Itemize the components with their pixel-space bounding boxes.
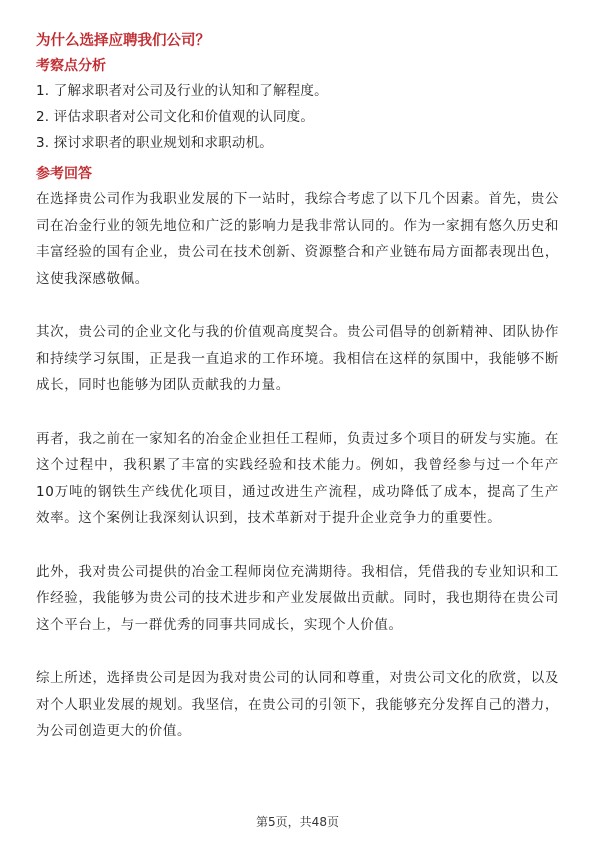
answer-paragraph: 此外，我对贵公司提供的冶金工程师岗位充满期待。我相信，凭借我的专业知识和工作经验，我能够为贵公司的技术进步和产业发展做出贡献。同时，我也期待在贵公司这个平台上，与一群优秀的同事共同成长，实现个人价值。 [36, 563, 559, 633]
analysis-heading: 考察点分析 [36, 58, 106, 74]
analysis-point: 1. 了解求职者对公司及行业的认知和了解程度。 [36, 83, 328, 99]
answer-paragraph: 其次，贵公司的企业文化与我的价值观高度契合。贵公司倡导的创新精神、团队协作和持续学习氛围，正是我一直追求的工作环境。我相信在这样的氛围中，我能够不断成长，同时也能够为团队贡献我的力量。 [36, 324, 559, 393]
analysis-point: 3. 探讨求职者的职业规划和求职动机。 [36, 135, 273, 151]
answer-paragraph: 在选择贵公司作为我职业发展的下一站时，我综合考虑了以下几个因素。首先，贵公司在冶金行业的领先地位和广泛的影响力是我非常认同的。作为一家拥有悠久历史和丰富经验的国有企业，贵公司在技术创新、资源整合和产业链布局方面都表现出色，这使我深感敬佩。 [36, 191, 559, 287]
answer-paragraph: 再者，我之前在一家知名的冶金企业担任工程师，负责过多个项目的研发与实施。在这个过程中，我积累了丰富的实践经验和技术能力。例如，我曾经参与过一个年产10万吨的钢铁生产线优化项目，通过改进生产流程，成功降低了成本，提高了生产效率。这个案例让我深刻认识到，技术革新对于提升企业竞争力的重要性。 [36, 430, 559, 526]
document-page [36, 30, 559, 772]
answer-heading: 参考回答 [36, 166, 92, 182]
page-number: 第5页，共48页 [256, 815, 339, 829]
analysis-points-list [36, 78, 559, 156]
answer-paragraph: 综上所述，选择贵公司是因为我对贵公司的认同和尊重，对贵公司文化的欣赏，以及对个人职业发展的规划。我坚信，在贵公司的引领下，我能够充分发挥自己的潜力，为公司创造更大的价值。 [36, 670, 559, 739]
analysis-point: 2. 评估求职者对公司文化和价值观的认同度。 [36, 109, 315, 125]
question-title: 为什么选择应聘我们公司？ [36, 33, 210, 49]
